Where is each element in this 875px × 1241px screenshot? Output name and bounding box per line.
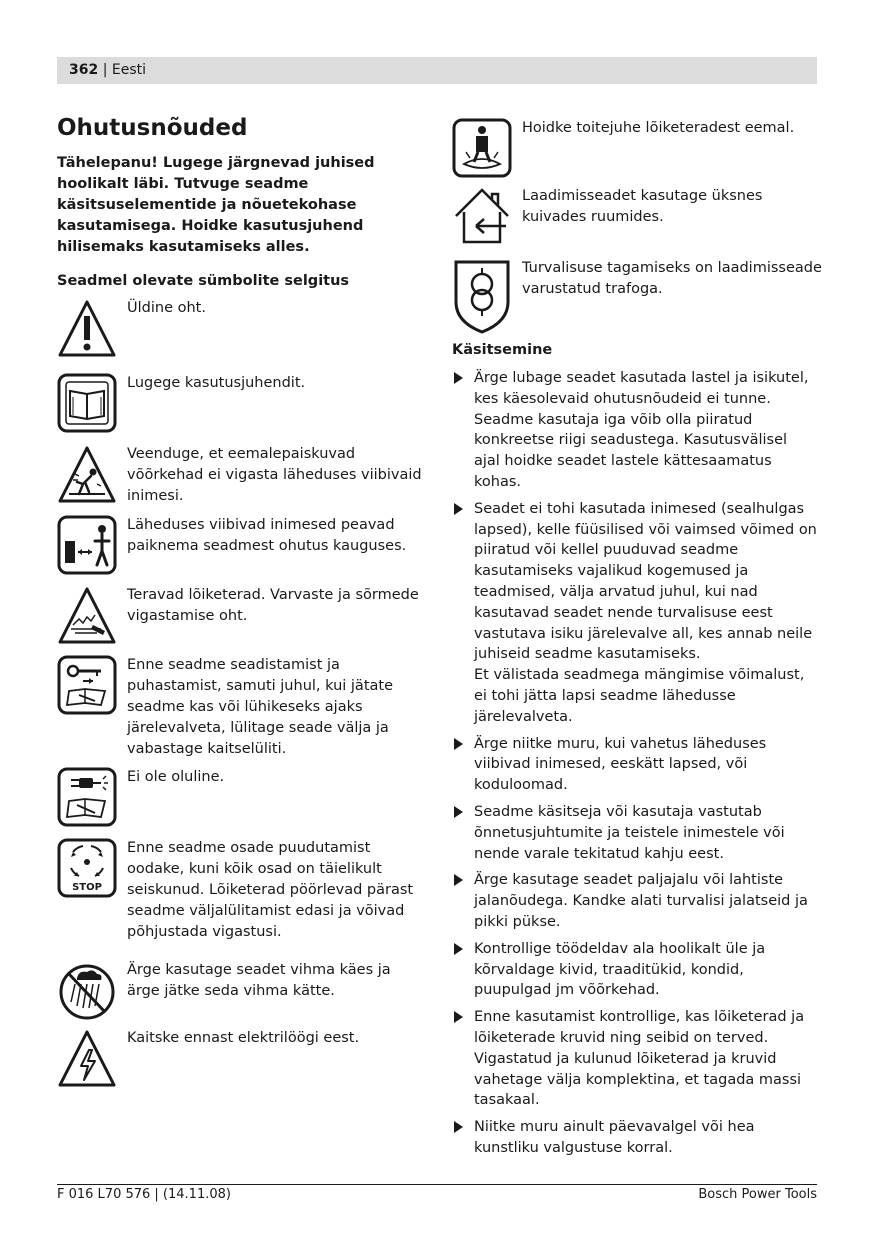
cable-away-icon bbox=[452, 118, 512, 178]
list-item-text: Kontrollige töödeldav ala hoolikalt üle ja kõrvaldage kivid, traaditükid, kondid, puupulgad jm võõrkehad. bbox=[474, 940, 766, 999]
symbol-text: Teravad lõiketerad. Varvaste ja sõrmede vigastamise oht. bbox=[127, 587, 419, 624]
intro-text: Tähelepanu! Lugege järgnevad juhised hoolikalt läbi. Tutvuge seadme käsitsuselementide ja nõuetekohase kasutamisega. Hoidke kasutusjuhend hilisemaks kasutamiseks alles. bbox=[57, 155, 375, 255]
list-item bbox=[452, 1117, 817, 1159]
handling-list bbox=[452, 368, 817, 1165]
thrown-objects-icon bbox=[57, 444, 117, 504]
bullet-triangle-icon bbox=[454, 874, 463, 886]
symbol-text: Turvalisuse tagamiseks on laadimisseade varustatud trafoga. bbox=[522, 260, 822, 297]
list-item-text: Seadet ei tohi kasutada inimesed (sealhulgas lapsed), kelle füüsilised või vaimsed võimed on piiratud või kellel puuduvad seadme kasutamiseks vajalikud kogemused ja teadmised, välja arvatud juhul, kui nad kasutavad seadet nende turvalisuse eest vastutava isiku järelevalve all, kes annab neile juhiseid seadme kasutamiseks. Et välistada seadmega mängimise võimalust, ei tohi jätta lapsi seadme lähedusse järelevalveta. bbox=[474, 500, 817, 725]
keep-distance-icon bbox=[57, 515, 117, 575]
bullet-triangle-icon bbox=[454, 1011, 463, 1023]
remove-key-icon bbox=[57, 655, 117, 715]
bullet-triangle-icon bbox=[454, 372, 463, 384]
list-item bbox=[452, 802, 817, 864]
list-item-text: Seadme käsitseja või kasutaja vastutab õnnetusjuhtumite ja teistele inimestele või nende varale tekitatud kahju eest. bbox=[474, 803, 785, 862]
read-manual-icon bbox=[57, 373, 117, 433]
list-item bbox=[452, 939, 817, 1001]
list-item-text: Ärge niitke muru, kui vahetus läheduses viibivad inimesed, eeskätt lapsed, või koduloomad. bbox=[474, 735, 767, 794]
indoor-charge-icon bbox=[452, 186, 512, 246]
footer-brand: Bosch Power Tools bbox=[698, 1187, 817, 1202]
symbol-text: Hoidke toitejuhe lõiketeradest eemal. bbox=[522, 120, 795, 136]
list-item bbox=[452, 368, 817, 493]
list-item-text: Ärge lubage seadet kasutada lastel ja isikutel, kes käesolevaid ohutusnõudeid ei tunne. Seadme kasutaja iga võib olla piiratud konkreetse riigi seadustega. Kasutusvälisel ajal hoidke seadet lastele kättesaamatus kohas. bbox=[474, 370, 809, 490]
list-item bbox=[452, 734, 817, 796]
symbol-text: Enne seadme seadistamist ja puhastamist, samuti juhul, kui jätate seadme kas või lühikeseks ajaks järelevalveta, lülitage seade välja ja vabastage kaitselüliti. bbox=[127, 657, 393, 757]
symbol-text: Lugege kasutusjuhendit. bbox=[127, 375, 306, 391]
symbol-text: Ärge kasutage seadet vihma käes ja ärge jätke seda vihma kätte. bbox=[127, 962, 391, 999]
page-header bbox=[57, 57, 817, 84]
no-rain-icon bbox=[57, 960, 117, 1020]
electric-shock-icon bbox=[57, 1028, 117, 1088]
symbol-text: Laadimisseadet kasutage üksnes kuivades ruumides. bbox=[522, 188, 763, 225]
page-label bbox=[69, 62, 146, 78]
symbol-text: Veenduge, et eemalepaiskuvad võõrkehad ei vigasta läheduses viibivaid inimesi. bbox=[127, 446, 422, 504]
bullet-triangle-icon bbox=[454, 806, 463, 818]
page-title: Ohutusnõuded bbox=[57, 115, 248, 141]
stop-rotation-icon bbox=[57, 838, 117, 898]
symbol-text: Kaitske ennast elektrilöögi eest. bbox=[127, 1030, 360, 1046]
stop-label: STOP bbox=[72, 882, 102, 893]
symbol-text: Läheduses viibivad inimesed peavad paiknema seadmest ohutus kauguses. bbox=[127, 517, 407, 554]
list-item-text: Niitke muru ainult päevavalgel või hea kunstliku valgustuse korral. bbox=[474, 1119, 755, 1156]
symbol-text: Enne seadme osade puudutamist oodake, kuni kõik osad on täielikult seiskunud. Lõiketerad pöörlevad pärast seadme väljalülitamist edasi ja võivad põhjustada vigastusi. bbox=[127, 840, 414, 940]
list-item-text: Ärge kasutage seadet paljajalu või lahtiste jalanõudega. Kandke alati turvalisi jalatseid ja pikki pükse. bbox=[474, 872, 808, 930]
warning-triangle-icon bbox=[57, 298, 117, 358]
bullet-triangle-icon bbox=[454, 738, 463, 750]
list-item-text: Enne kasutamist kontrollige, kas lõiketerad ja lõiketerade kruvid ning seibid on terved. Vigastatud ja kulunud lõiketerad ja kruvid vahetage välja komplektina, et tagada massi tasakaal. bbox=[474, 1009, 805, 1109]
symbols-heading: Seadmel olevate sümbolite selgitus bbox=[57, 273, 350, 289]
symbol-text: Üldine oht. bbox=[127, 300, 206, 316]
header-separator: | bbox=[102, 62, 108, 78]
bullet-triangle-icon bbox=[454, 503, 463, 515]
list-item bbox=[452, 499, 817, 728]
unplug-manual-icon bbox=[57, 767, 117, 827]
bullet-triangle-icon bbox=[454, 943, 463, 955]
safety-transformer-icon bbox=[452, 258, 512, 318]
symbol-text: Ei ole oluline. bbox=[127, 769, 225, 785]
sharp-blades-icon bbox=[57, 585, 117, 645]
footer-divider bbox=[57, 1184, 817, 1185]
list-item bbox=[452, 1007, 817, 1111]
bullet-triangle-icon bbox=[454, 1121, 463, 1133]
header-language: Eesti bbox=[111, 62, 146, 78]
footer-doc-code: F 016 L70 576 | (14.11.08) bbox=[57, 1187, 231, 1202]
page-number: 362 bbox=[69, 62, 99, 78]
list-item bbox=[452, 870, 817, 932]
handling-heading: Käsitsemine bbox=[452, 342, 553, 358]
left-column bbox=[57, 112, 422, 1046]
